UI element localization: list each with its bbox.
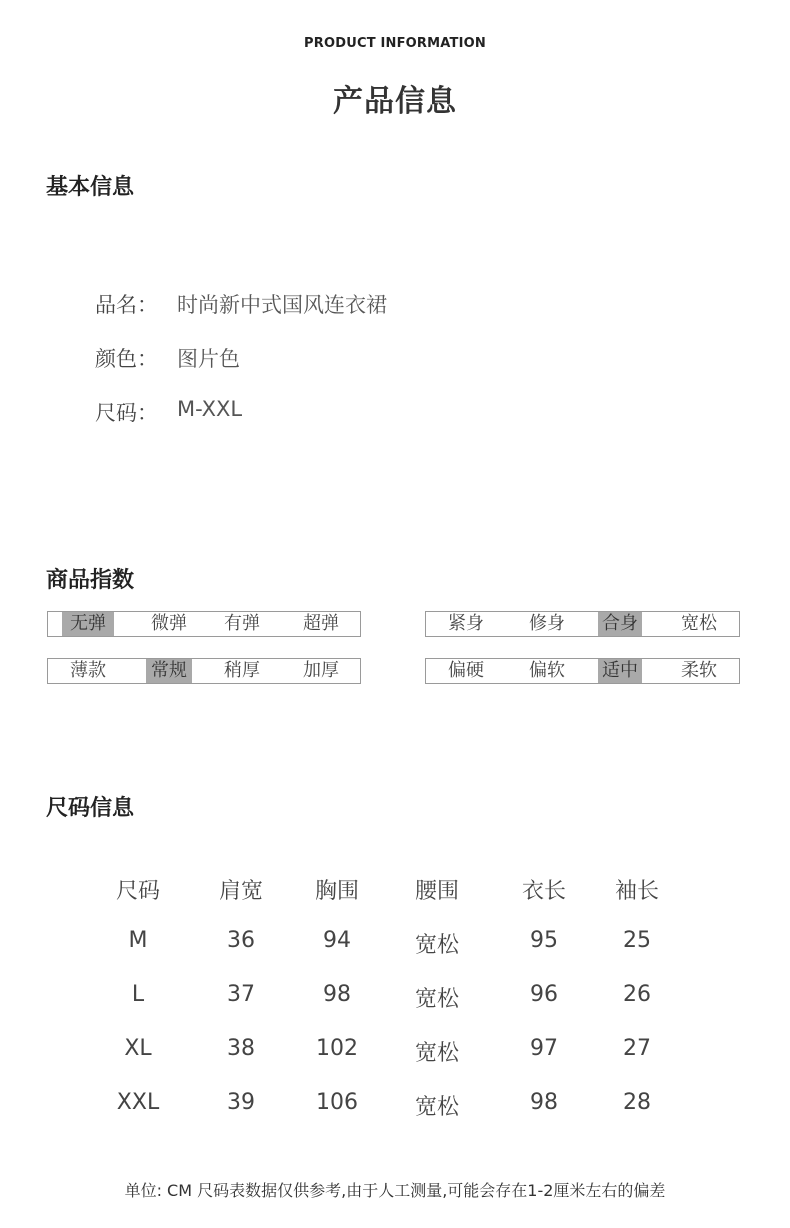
product-index-title: 商品指数 [46, 568, 135, 593]
table-cell: L [131, 982, 145, 1007]
info-value: 时尚新中式国风连衣裙 [177, 293, 387, 317]
table-header-cell: 胸围 [314, 879, 359, 904]
table-cell: 97 [530, 1036, 558, 1061]
table-cell: 102 [316, 1036, 358, 1061]
table-cell: 宽松 [414, 1095, 459, 1120]
info-label: 尺码： [95, 401, 158, 425]
table-header-cell: 袖长 [614, 879, 659, 904]
scale-option: 宽松 [681, 613, 717, 634]
table-cell: XL [124, 1036, 152, 1061]
scale-option: 偏软 [529, 660, 565, 681]
table-cell: 27 [623, 1036, 651, 1061]
table-cell: XXL [116, 1090, 160, 1115]
table-cell: 宽松 [414, 987, 459, 1012]
scale-option: 适中 [598, 659, 642, 683]
info-row-size [95, 397, 242, 427]
table-cell: 宽松 [414, 933, 459, 958]
info-label: 品名： [95, 293, 158, 317]
softness-scale [425, 658, 740, 684]
table-cell: 94 [323, 928, 351, 953]
table-cell: 37 [227, 982, 255, 1007]
table-cell: 98 [530, 1090, 558, 1115]
elasticity-scale [47, 611, 361, 637]
scale-option: 加厚 [303, 660, 339, 681]
info-value: 图片色 [177, 347, 240, 371]
table-cell: 39 [227, 1090, 255, 1115]
scale-option: 有弹 [224, 613, 260, 634]
info-row-color [95, 343, 240, 373]
table-header-cell: 肩宽 [218, 879, 263, 904]
scale-option: 稍厚 [224, 660, 260, 681]
table-cell: 106 [316, 1090, 358, 1115]
table-cell: 36 [227, 928, 255, 953]
scale-option: 无弹 [62, 612, 114, 636]
size-info-title: 尺码信息 [46, 796, 135, 821]
info-label: 颜色： [95, 347, 158, 371]
table-cell: 96 [530, 982, 558, 1007]
info-row-name [95, 289, 387, 319]
fit-scale [425, 611, 740, 637]
scale-option: 薄款 [70, 660, 106, 681]
scale-option: 柔软 [681, 660, 717, 681]
scale-option: 合身 [598, 612, 642, 636]
table-cell: 26 [623, 982, 651, 1007]
info-value: M-XXL [177, 397, 243, 421]
scale-option: 紧身 [448, 613, 484, 634]
table-cell: 宽松 [414, 1041, 459, 1066]
table-cell: M [128, 928, 148, 953]
scale-option: 微弹 [151, 613, 187, 634]
table-cell: 98 [323, 982, 351, 1007]
table-cell: 28 [623, 1090, 651, 1115]
table-header-cell: 衣长 [521, 879, 566, 904]
scale-option: 常规 [146, 659, 192, 683]
scale-option: 超弹 [303, 613, 339, 634]
basic-info-title: 基本信息 [46, 175, 135, 200]
table-header-cell: 腰围 [414, 879, 459, 904]
scale-option: 偏硬 [448, 660, 484, 681]
table-cell: 25 [623, 928, 651, 953]
table-cell: 38 [227, 1036, 255, 1061]
page-title: 产品信息 [333, 84, 457, 119]
thickness-scale [47, 658, 361, 684]
scale-option: 修身 [529, 613, 565, 634]
size-note: 单位: CM 尺码表数据仅供参考,由于人工测量,可能会存在1-2厘米左右的偏差 [124, 1181, 666, 1200]
table-cell: 95 [530, 928, 558, 953]
table-header-cell: 尺码 [115, 879, 160, 904]
english-heading: PRODUCT INFORMATION [304, 36, 486, 51]
